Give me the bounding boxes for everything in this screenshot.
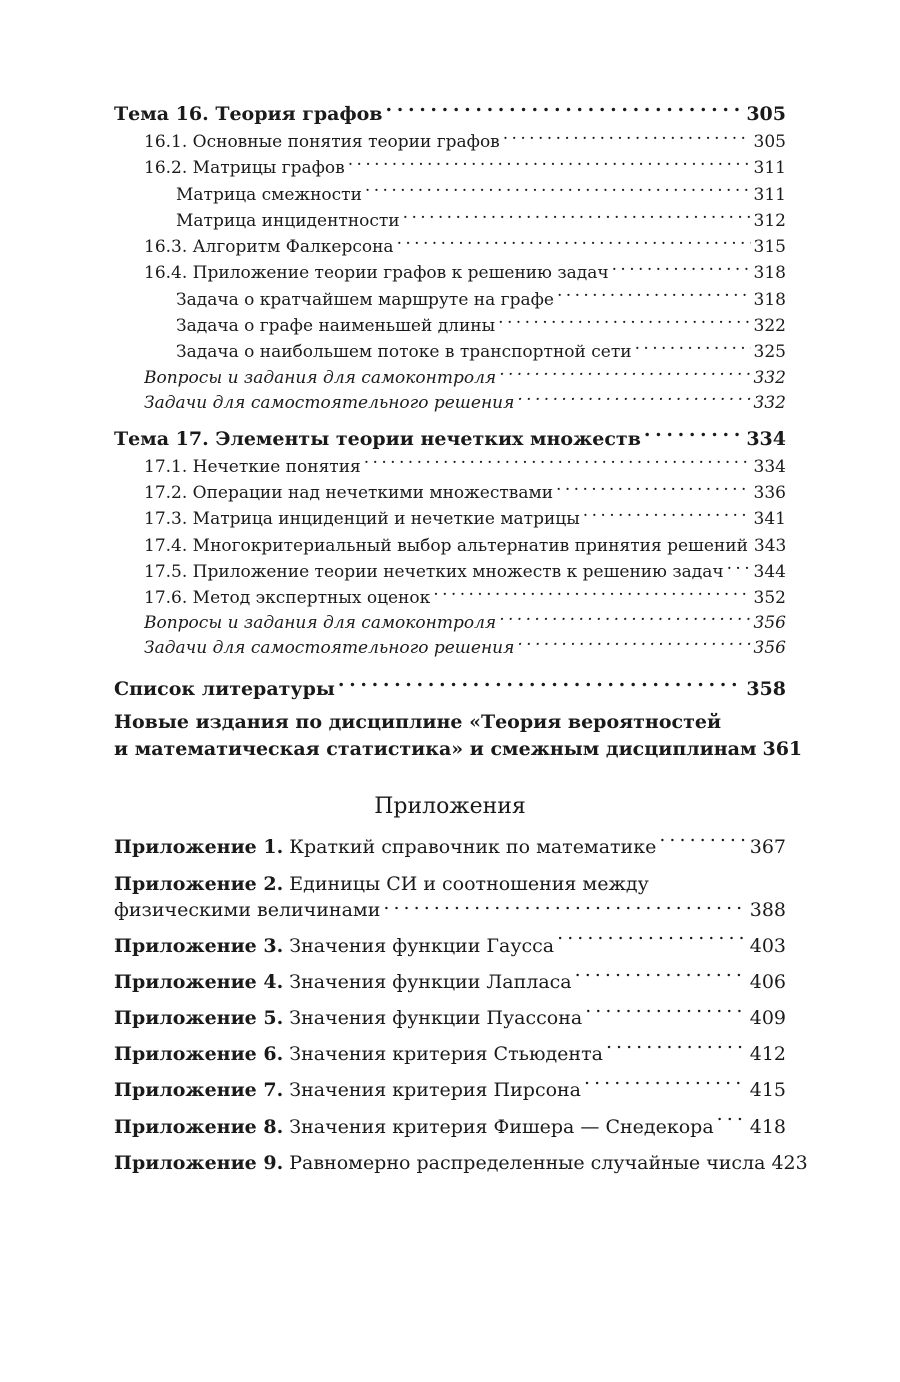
toc-entry-title: 16.4. Приложение теории графов к решению задач [144,263,609,284]
appendices-heading: Приложения [374,794,526,820]
toc-entry-new-editions[interactable] [114,709,803,763]
leader-dots [499,611,750,628]
toc-entry-title-line1: Новые издания по дисциплине «Теория вероятностей [114,711,722,734]
toc-entry-tasks-16[interactable] [114,391,786,416]
leader-dots [717,1114,747,1133]
leader-dots [556,481,751,498]
appendix-label: Приложение 9. [114,1151,284,1174]
leader-dots [644,426,743,445]
appendix-label: Приложение 1. [114,836,284,859]
toc-entry-title: Вопросы и задания для самоконтроля [144,613,497,634]
appendix-entry-2[interactable] [114,866,786,928]
toc-entry-page: 336 [753,482,786,503]
leader-dots [397,235,751,252]
toc-entry-title: Матрица смежности [176,184,362,205]
toc-entry-page: 312 [753,210,786,231]
toc-entry-page: 311 [753,158,786,179]
appendix-title [114,964,572,1000]
toc-entry-page: 341 [753,509,786,530]
appendix-page: 412 [749,1043,786,1066]
appendix-label: Приложение 6. [114,1043,284,1066]
appendix-title [114,1072,581,1108]
appendix-name: Значения критерия Стьюдента [289,1043,603,1066]
leader-dots [635,340,751,357]
toc-entry-title: 16.1. Основные понятия теории графов [144,132,500,152]
toc-entry-questions-17[interactable] [114,611,786,636]
toc-entry-page: 343 [753,535,787,556]
toc-entry-incidence-matrix[interactable] [114,208,786,234]
leader-dots [386,101,744,120]
toc-entry-page: 305 [753,132,786,152]
toc-entry-page: 352 [753,588,786,609]
appendix-page: 367 [749,836,786,859]
leader-dots [727,560,751,577]
toc-entry-17-2[interactable] [114,480,786,506]
toc-entry-adjacency-matrix[interactable] [114,182,786,208]
toc-entry-page: 322 [753,316,786,337]
leader-dots [498,314,750,331]
appendix-title [114,1000,582,1036]
toc-entry-title: Вопросы и задания для самоконтроля [144,367,497,388]
toc-entry-title: Задачи для самостоятельного решения [144,638,515,659]
appendix-label: Приложение 3. [114,934,284,957]
toc-entry-16-3[interactable] [114,234,786,260]
toc-entry-17-4[interactable] [114,533,786,559]
toc-entry-theme-17[interactable] [114,425,786,454]
appendix-entry-3[interactable] [114,928,786,964]
appendix-label: Приложение 2. [114,872,284,895]
appendix-entry-7[interactable] [114,1072,786,1108]
appendix-page: 406 [749,970,786,993]
toc-entry-17-3[interactable] [114,506,786,532]
appendix-page: 415 [749,1079,786,1102]
toc-entry-page: 358 [746,678,786,701]
leader-dots [338,676,743,695]
toc-entry-page: 356 [753,638,786,659]
toc-entry-title-line2-row [114,736,803,763]
appendix-label: Приложение 4. [114,970,284,993]
appendix-name: Значения критерия Фишера — Снедекора [289,1115,714,1138]
appendix-title [114,1036,603,1072]
toc-entry-16-4[interactable] [114,260,786,286]
toc-entry-page: 356 [753,613,786,634]
appendix-entry-8[interactable] [114,1109,786,1145]
appendix-page: 409 [749,1007,786,1030]
leader-dots [584,1077,747,1096]
appendix-entry-4[interactable] [114,964,786,1000]
toc-entry-page: 334 [753,456,786,477]
toc-entry-17-6[interactable] [114,585,786,611]
toc-entry-literature[interactable] [114,675,786,704]
appendix-name: Равномерно распределенные случайные числа [289,1151,766,1174]
toc-entry-title: Тема 17. Элементы теории нечетких множеств [114,427,641,450]
appendix-entry-9[interactable] [114,1145,808,1181]
toc-entry-page: 315 [753,237,786,258]
toc-page [114,100,808,1181]
appendix-title-line2-row [114,897,786,923]
appendix-label: Приложение 5. [114,1007,284,1030]
toc-entry-page: 325 [753,342,786,363]
leader-dots [557,288,751,305]
toc-entry-title: 16.3. Алгоритм Фалкерсона [144,237,394,258]
leader-dots [517,636,750,653]
toc-entry-title: Задачи для самостоятельного решения [144,392,515,413]
toc-entry-min-length-graph[interactable] [114,313,786,339]
toc-entry-page: 361 [762,738,803,761]
toc-entry-page: 318 [753,263,786,284]
leader-dots [557,933,747,952]
toc-entry-title: 17.3. Матрица инциденций и нечеткие матрицы [144,509,580,530]
toc-entry-page: 318 [753,289,786,310]
toc-entry-title: Задача о графе наименьшей длины [176,316,496,337]
leader-dots [348,156,751,173]
leader-dots [403,209,751,226]
toc-entry-tasks-17[interactable] [114,636,786,661]
toc-entry-title: 17.4. Многокритериальный выбор альтернатив принятия решений [144,535,748,556]
toc-entry-16-2[interactable] [114,155,786,181]
toc-entry-page: 305 [746,103,786,125]
toc-entry-title: 17.2. Операции над нечеткими множествами [144,482,554,503]
leader-dots [365,183,751,200]
toc-entry-page: 332 [753,392,786,413]
toc-entry-title: 17.1. Нечеткие понятия [144,456,361,477]
toc-entry-title: Задача о наибольшем потоке в транспортной сети [176,342,632,363]
toc-entry-title: Задача о кратчайшем маршруте на графе [176,289,554,310]
toc-entry-title: 16.2. Матрицы графов [144,158,345,179]
appendix-title [114,928,554,964]
toc-entry-max-flow[interactable] [114,339,786,365]
toc-entry-page: 344 [753,561,786,582]
toc-entry-title: Тема 16. Теория графов [114,103,383,125]
appendix-page: 388 [749,898,786,921]
toc-entry-title: 17.5. Приложение теории нечетких множеств к решению задач [144,561,724,582]
appendix-page: 423 [771,1151,808,1174]
toc-entry-page: 334 [746,427,786,450]
toc-entry-page: 332 [753,367,786,388]
appendix-name: Значения функции Лапласа [289,970,572,993]
leader-dots [606,1041,747,1060]
toc-entry-title: Матрица инцидентности [176,210,400,231]
leader-dots [383,897,746,916]
appendix-page: 418 [749,1115,786,1138]
toc-entry-page: 311 [753,184,786,205]
appendix-name-line2: физическими величинами [114,898,381,921]
leader-dots [612,261,751,278]
leader-dots [585,1005,747,1024]
toc-entry-title-line2: и математическая статистика» и смежным дисциплинам [114,738,757,761]
toc-entry-shortest-route[interactable] [114,287,786,313]
leader-dots [583,507,751,524]
appendix-entry-6[interactable] [114,1036,786,1072]
appendix-title [114,829,656,865]
toc-entry-title: 17.6. Метод экспертных оценок [144,588,431,609]
toc-entry-theme-16[interactable] [114,100,786,129]
appendix-name: Единицы СИ и соотношения между [289,872,649,895]
appendix-name: Краткий справочник по математике [289,836,657,859]
leader-dots [517,391,750,408]
leader-dots [575,969,747,988]
leader-dots [364,455,751,472]
appendix-title [114,1109,714,1145]
toc-entry-title: Список литературы [114,678,335,701]
appendix-name: Значения функции Гаусса [289,934,555,957]
leader-dots [499,366,750,383]
toc-entry-17-5[interactable] [114,559,786,585]
appendix-title [114,1145,765,1181]
appendix-title-line1 [114,871,786,897]
appendix-label: Приложение 7. [114,1079,284,1102]
appendix-entry-5[interactable] [114,1000,786,1036]
appendix-label: Приложение 8. [114,1115,284,1138]
appendix-name: Значения критерия Пирсона [289,1079,582,1102]
appendix-name: Значения функции Пуассона [289,1007,583,1030]
toc-entry-16-1[interactable] [114,129,786,155]
toc-entry-questions-16[interactable] [114,366,786,391]
appendices-list [114,829,808,1181]
appendix-entry-1[interactable] [114,829,786,865]
leader-dots [659,834,746,853]
leader-dots [433,586,750,603]
leader-dots [503,130,751,147]
appendix-page: 403 [749,934,786,957]
toc-entry-17-1[interactable] [114,454,786,480]
